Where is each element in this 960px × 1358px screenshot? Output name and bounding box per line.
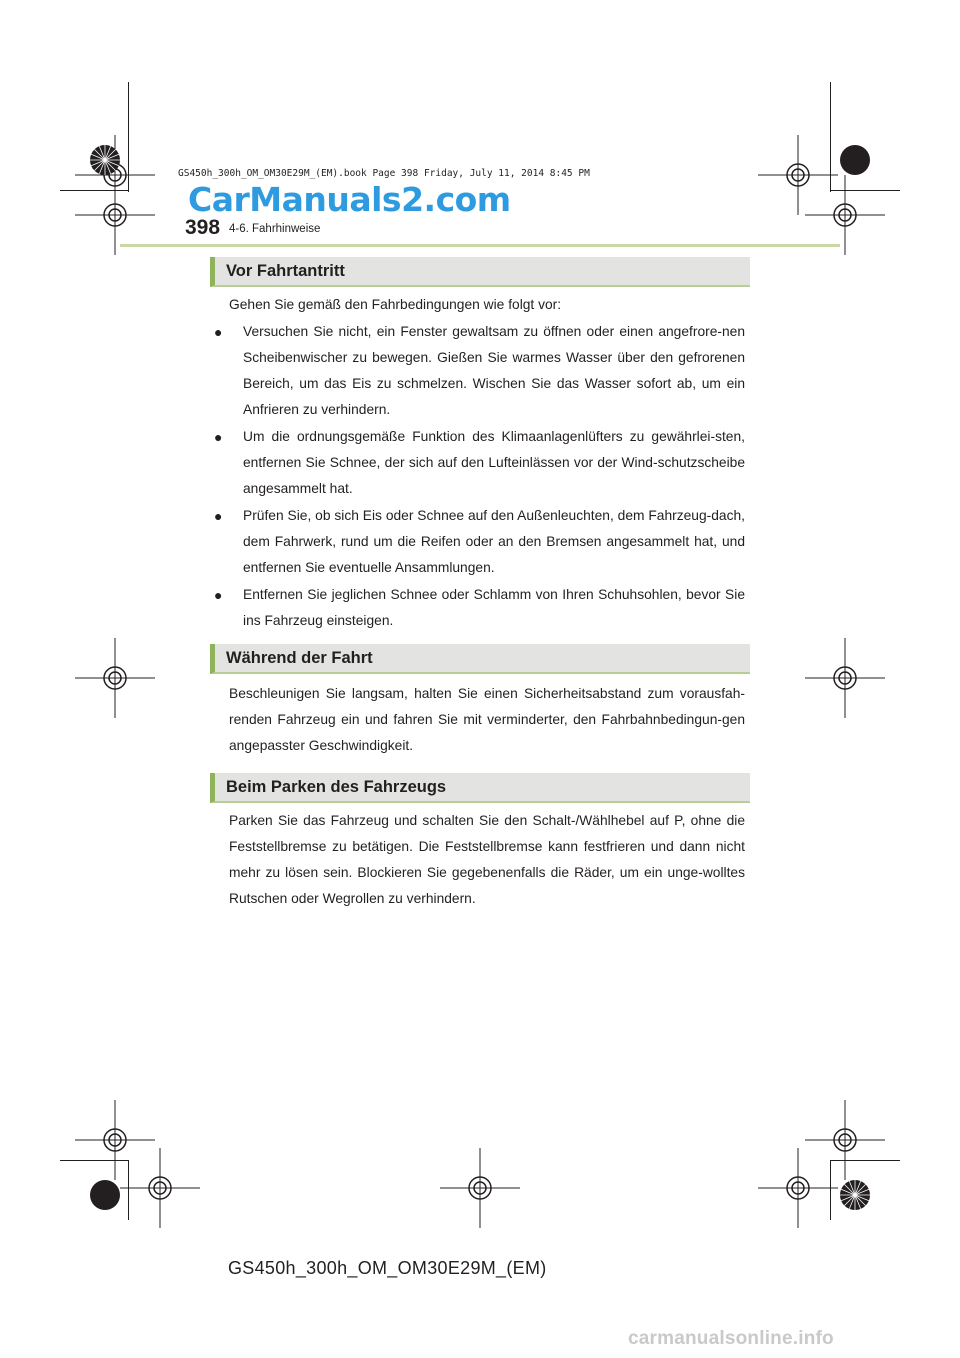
sunburst-mark-icon: [835, 1175, 875, 1215]
heading-vor-fahrtantritt: [210, 257, 750, 287]
body-paragraph: Beschleunigen Sie langsam, halten Sie einen Sicherheitsabstand zum vorausfah-renden Fahrzeug ein und fahren Sie mit verminderter, den Fahrbahnbedingun-gen angepasster Geschwindigkeit.: [229, 686, 745, 753]
bullet-icon: ●: [214, 429, 223, 445]
bullet-text: Prüfen Sie, ob sich Eis oder Schnee auf den Außenleuchten, dem Fahrzeug-dach, dem Fahrwerk, rund um die Reifen oder an den Bremsen angesammelt hat, und entfernen Sie eventuelle Ansammlungen.: [243, 508, 745, 575]
crop-mark: [128, 1160, 129, 1220]
bullet-icon: ●: [214, 324, 223, 340]
crop-mark: [830, 1160, 831, 1220]
crop-mark: [830, 82, 831, 192]
bullet-text: Versuchen Sie nicht, ein Fenster gewaltsam zu öffnen oder einen angefrore-nen Scheibenwischer zu bewegen. Gießen Sie warmes Wasser über den gefrorenen Bereich, um das Eis zu schmelzen. Wischen Sie das Wasser sofort ab, um ein Anfrieren zu verhindern.: [243, 324, 745, 417]
heading-text: Während der Fahrt: [226, 649, 373, 667]
crop-mark: [830, 190, 900, 191]
site-logo: carmanualsonline.info: [628, 1328, 834, 1349]
heading-text: Beim Parken des Fahrzeugs: [226, 778, 447, 796]
section-label: 4-6. Fahrhinweise: [229, 223, 321, 235]
bullet-text: Entfernen Sie jeglichen Schnee oder Schlamm von Ihren Schuhsohlen, bevor Sie ins Fahrzeug einsteigen.: [243, 587, 745, 628]
registration-mark-icon: [758, 1148, 838, 1228]
body-paragraph: Parken Sie das Fahrzeug und schalten Sie den Schalt-/Wählhebel auf P, ohne die Feststellbremse zu betätigen. Die Feststellbremse kann festfrieren und dann nicht mehr zu lösen sein. Blockieren Sie gegebenenfalls die Räder, um ein unge-wolltes Rutschen oder Wegrollen zu verhindern.: [229, 813, 745, 906]
header-rule: [120, 244, 840, 247]
solid-circle-mark-icon: [835, 140, 875, 180]
intro-paragraph: Gehen Sie gemäß den Fahrbedingungen wie folgt vor:: [229, 297, 562, 312]
heading-beim-parken: [210, 773, 750, 803]
registration-mark-icon: [75, 175, 155, 255]
heading-text: Vor Fahrtantritt: [226, 262, 345, 280]
crop-mark: [60, 190, 128, 191]
page-number: 398: [185, 216, 221, 239]
registration-mark-icon: [805, 638, 885, 718]
crop-mark: [60, 1160, 128, 1161]
bullet-text: Um die ordnungsgemäße Funktion des Klimaanlagenlüfters zu gewährlei-sten, entfernen Sie Schnee, der sich auf den Lufteinlässen vor der Wind-schutzscheibe angesammelt hat.: [243, 429, 745, 496]
crop-mark: [830, 1160, 900, 1161]
watermark-logo: CarManuals2.com: [188, 180, 511, 219]
solid-circle-mark-icon: [85, 1175, 125, 1215]
registration-mark-icon: [120, 1148, 200, 1228]
heading-waehrend-der-fahrt: [210, 644, 750, 674]
model-code-footer: GS450h_300h_OM_OM30E29M_(EM): [228, 1258, 547, 1278]
bullet-icon: ●: [214, 508, 223, 524]
registration-mark-icon: [805, 175, 885, 255]
registration-mark-icon: [440, 1148, 520, 1228]
bullet-icon: ●: [214, 587, 223, 603]
registration-mark-icon: [75, 638, 155, 718]
crop-mark: [128, 82, 129, 192]
book-info-line: GS450h_300h_OM_OM30E29M_(EM).book Page 398 Friday, July 11, 2014 8:45 PM: [178, 168, 590, 179]
sunburst-mark-icon: [85, 140, 125, 180]
